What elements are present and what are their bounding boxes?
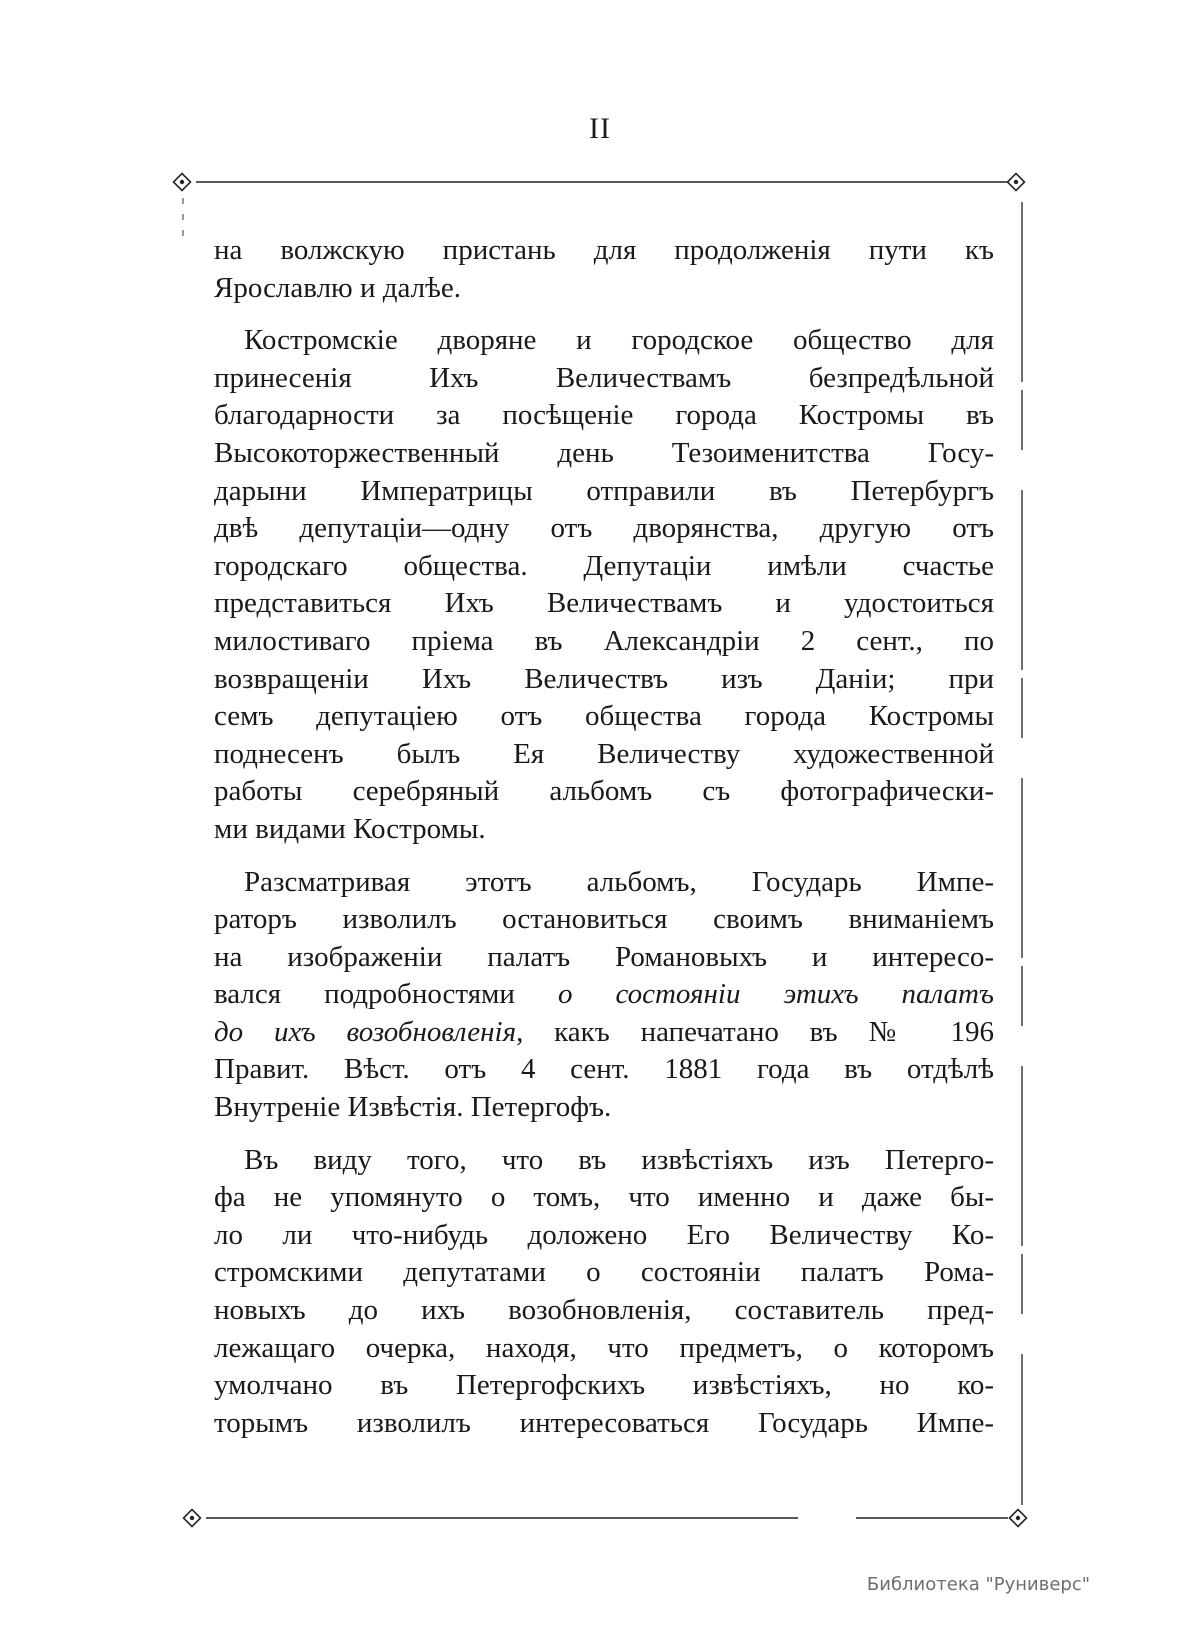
text-line: принесенія Ихъ Величествамъ безпредѣльной	[214, 361, 994, 394]
text-line: стромскими депутатами о состояніи палатъ Рома-	[214, 1256, 994, 1289]
text-line: Ярославлю и далѣе.	[214, 271, 461, 304]
text-line: Въ виду того, что въ извѣстіяхъ изъ Петерго-	[244, 1143, 994, 1176]
text-line-with-italic	[214, 976, 994, 1014]
text-line: Разсматривая этотъ альбомъ, Государь Импе-	[244, 865, 994, 898]
text-line: городскаго общества. Депутаціи имѣли счастье	[214, 549, 994, 582]
text-line: работы серебряный альбомъ съ фотографически-	[214, 775, 994, 808]
text-line: двѣ депутаціи—одну отъ дворянства, другую отъ	[214, 512, 994, 545]
text-line: торымъ изволилъ интересоваться Государь Импе-	[214, 1406, 994, 1439]
paragraph-4	[214, 1142, 994, 1443]
italic-phrase: до ихъ возобновленія	[214, 1015, 517, 1048]
text-segment: , какъ напечатано въ № 196	[516, 1015, 995, 1048]
text-line-with-italic	[214, 1014, 994, 1052]
text-line: Костромскіе дворяне и городское общество для	[244, 324, 994, 357]
text-line: на волжскую пристань для продолженія пути къ	[214, 234, 994, 266]
page-number: II	[589, 112, 611, 145]
paragraph-3	[214, 864, 994, 1127]
text-line: благодарности за посѣщеніе города Костромы въ	[214, 399, 994, 432]
library-watermark: Библиотека "Руниверс"	[866, 1574, 1090, 1595]
text-line: милостиваго пріема въ Александріи 2 сент., по	[214, 624, 994, 657]
text-line: возвращеніи Ихъ Величествъ изъ Даніи; при	[214, 662, 994, 695]
paragraph-2	[214, 322, 994, 848]
text-line: умолчано въ Петергофскихъ извѣстіяхъ, но ко-	[214, 1369, 994, 1402]
text-line: поднесенъ былъ Ея Величеству художественной	[214, 737, 994, 770]
text-line: Внутреніе Извѣстія. Петергофъ.	[214, 1091, 612, 1124]
text-segment: вался подробностями	[214, 978, 515, 1011]
text-line: дарыни Императрицы отправили въ Петербургъ	[214, 474, 994, 507]
text-line: на изображеніи палатъ Романовыхъ и интересо-	[214, 940, 994, 973]
italic-phrase: о состояніи этихъ палатъ	[557, 978, 994, 1011]
text-line: раторъ изволилъ остановиться своимъ вниманіемъ	[214, 903, 994, 936]
paragraph-1	[214, 232, 994, 307]
text-line: Правит. Вѣст. отъ 4 сент. 1881 года въ отдѣлѣ	[214, 1053, 994, 1086]
text-line: семъ депутаціею отъ общества города Костромы	[214, 700, 994, 733]
text-line: ло ли что-нибудь доложено Его Величеству Ко-	[214, 1218, 994, 1251]
body-text	[214, 232, 994, 1457]
text-line: лежащаго очерка, находя, что предметъ, о которомъ	[214, 1331, 994, 1364]
text-line: ми видами Костромы.	[214, 812, 486, 845]
text-line: представиться Ихъ Величествамъ и удостоиться	[214, 587, 994, 620]
text-line: новыхъ до ихъ возобновленія, составитель пред-	[214, 1294, 994, 1327]
text-line: Высокоторжественный день Тезоименитства Госу-	[214, 436, 994, 469]
text-line: фа не упомянуто о томъ, что именно и даже бы-	[214, 1181, 994, 1214]
